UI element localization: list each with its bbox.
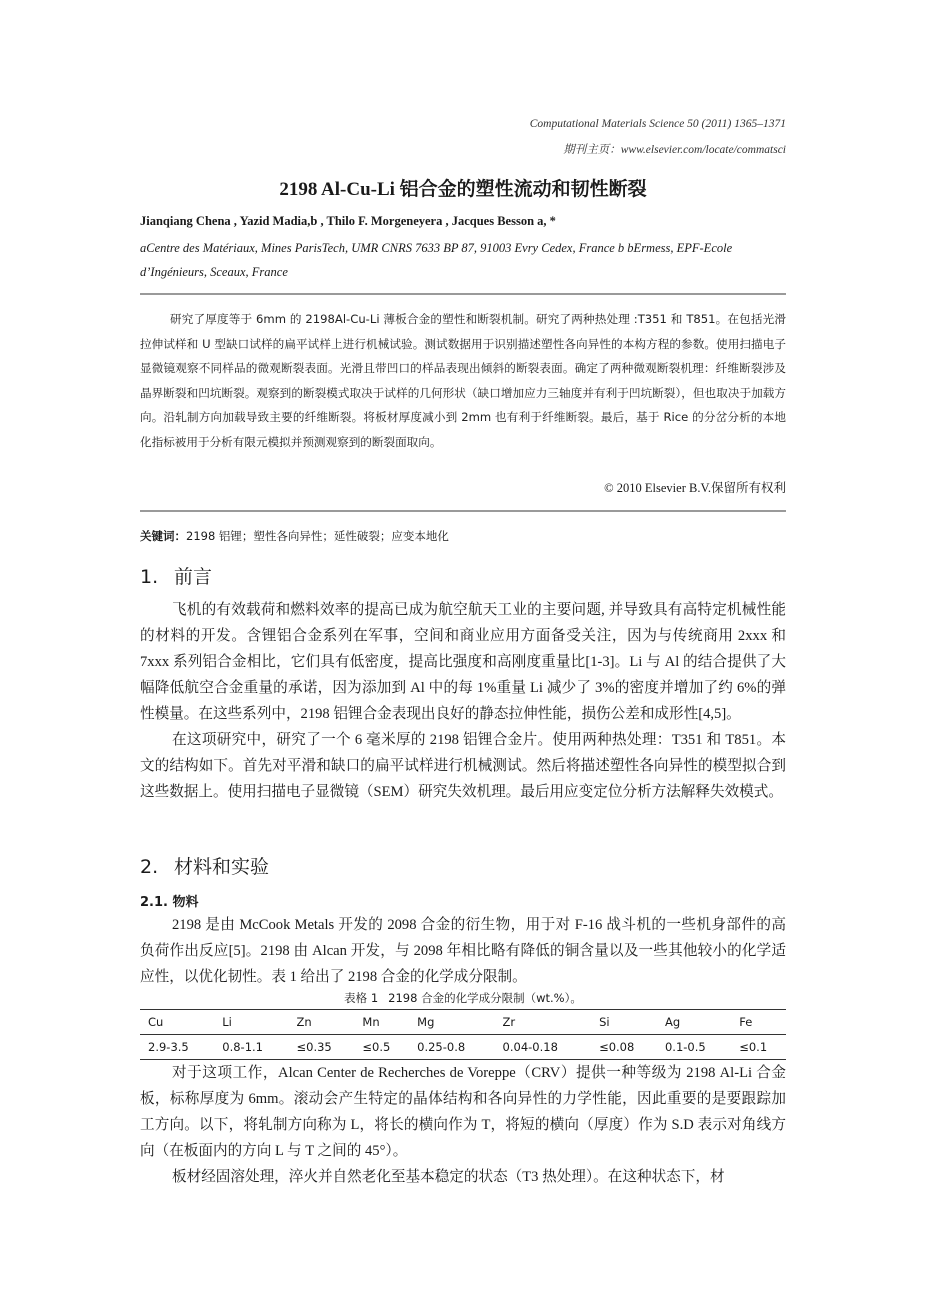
subsection-2-1-body: [140, 912, 786, 990]
table-cell: ≤0.5: [362, 1040, 391, 1054]
table-cell: ≤0.35: [296, 1040, 332, 1054]
section-2-heading: [140, 852, 269, 879]
composition-table: [140, 1009, 786, 1060]
section-2-paragraph: 对于这项工作，Alcan Center de Recherches de Voreppe（CRV）提供一种等级为 2198 Al-Li 合金板，标称厚度为 6mm。滚动会产生特定的晶体结构和各向异性的力学性能，因此重要的是要跟踪加工方向。以下，将轧制方向称为 L，将长的横向作为 T，将短的横向（厚度）作为 S.D 表示对角线方向（在板面内的方向 L 与 T 之间的 45°）。: [140, 1065, 786, 1159]
table-header-row: [140, 1010, 786, 1035]
section-1-number: 1.: [140, 566, 159, 588]
abstract-text: 研究了厚度等于 6mm 的 2198Al-Cu-Li 薄板合金的塑性和断裂机制。研究了两种热处理 :T351 和 T851。在包括光滑拉伸试样和 U 型缺口试样的扁平试样上进行机械试验。测试数据用于识别描述塑性各向异性的本构方程的参数。使用扫描电子显微镜观察不同样品的微观断裂表面。光滑且带凹口的样品表现出倾斜的断裂表面。确定了两种微观断裂机理：纤维断裂涉及晶界断裂和凹坑断裂。观察到的断裂模式取决于试样的几何形状（缺口增加应力三轴度并有利于凹坑断裂），但也取决于加载方向。沿轧制方向加载导致主要的纤维断裂。将板材厚度减小到 2mm 也有利于纤维断裂。最后，基于 Rice 的分岔分析的本地化指标被用于分析有限元模拟并预测观察到的断裂面取向。: [140, 312, 786, 449]
table-header-cell: Li: [222, 1015, 232, 1029]
table-1-number: 表格 1: [344, 991, 379, 1005]
table-1-caption-text: 2198 合金的化学成分限制（wt.%）。: [388, 991, 582, 1005]
table-header-cell: Si: [599, 1015, 610, 1029]
affiliations: aCentre des Matériaux, Mines ParisTech, UMR CNRS 7633 BP 87, 91003 Evry Cedex, France b bErmess, EPF-Ecole d’Ingénieurs, Sceaux, France: [140, 241, 733, 279]
abstract-bottom-rule: [140, 510, 786, 512]
section-1-heading: [140, 562, 212, 589]
table-cell: ≤0.08: [599, 1040, 635, 1054]
table-cell: 0.04-0.18: [502, 1040, 558, 1054]
section-1-body: [140, 597, 786, 805]
keywords-label: 关键词：: [140, 529, 186, 543]
journal-reference: Computational Materials Science 50 (2011) 1365–1371: [529, 118, 786, 130]
table-header-cell: Zn: [296, 1015, 312, 1029]
author-list: Jianqiang Chena , Yazid Madia,b , Thilo F. Morgeneyera , Jacques Besson a, *: [140, 214, 556, 228]
table-row: [140, 1035, 786, 1060]
section-1-title: 前言: [174, 566, 213, 588]
keywords-text: 2198 铝锂；塑性各向异性；延性破裂；应变本地化: [186, 529, 449, 543]
table-cell: ≤0.1: [739, 1040, 768, 1054]
subsection-2-1-heading: 2.1. 物料: [140, 895, 199, 910]
section-2-number: 2.: [140, 856, 159, 878]
section-2-paragraph: 板材经固溶处理，淬火并自然老化至基本稳定的状态（T3 热处理）。在这种状态下，材: [172, 1169, 725, 1185]
copyright-line: © 2010 Elsevier B.V.保留所有权利: [604, 481, 786, 495]
table-header-cell: Mg: [417, 1015, 435, 1029]
table-cell: 0.25-0.8: [417, 1040, 466, 1054]
keywords: [140, 528, 449, 544]
section-2-body-continued: [140, 1060, 786, 1190]
table-cell: 0.1-0.5: [664, 1040, 706, 1054]
abstract-top-rule: [140, 293, 786, 295]
table-header-cell: Cu: [148, 1015, 164, 1029]
table-header-cell: Fe: [739, 1015, 753, 1029]
table-1-caption: [140, 990, 786, 1006]
table-header-cell: Mn: [362, 1015, 380, 1029]
table-cell: 0.8-1.1: [222, 1040, 263, 1054]
subsection-2-1-paragraph: 2198 是由 McCook Metals 开发的 2098 合金的衍生物，用于对 F-16 战斗机的一些机身部件的高负荷作出反应[5]。2198 由 Alcan 开发，与 2098 年相比略有降低的铜含量以及一些其他较小的化学适应性，以优化韧性。表 1 给出了 2198 合金的化学成分限制。: [140, 917, 786, 985]
section-2-title: 材料和实验: [174, 856, 270, 878]
paper-title: 2198 Al-Cu-Li 铝合金的塑性流动和韧性断裂: [279, 179, 647, 200]
table-header-cell: Zr: [502, 1015, 516, 1029]
section-1-paragraph: 飞机的有效载荷和燃料效率的提高已成为航空航天工业的主要问题, 并导致具有高特定机械性能的材料的开发。含锂铝合金系列在军事，空间和商业应用方面备受关注，因为与传统商用 2xxx 和 7xxx 系列铝合金相比，它们具有低密度，提高比强度和高刚度重量比[1-3]。Li 与 Al 的结合提供了大幅降低航空合金重量的承诺，因为添加到 Al 中的每 1%重量 Li 减少了 3%的密度并增加了约 6%的弹性模量。在这些系列中，2198 铝锂合金表现出良好的静态拉伸性能，损伤公差和成形性[4,5]。: [140, 602, 786, 722]
table-header-cell: Ag: [664, 1015, 681, 1029]
table-cell: 2.9-3.5: [148, 1040, 189, 1054]
section-1-paragraph: 在这项研究中，研究了一个 6 毫米厚的 2198 铝锂合金片。使用两种热处理：T351 和 T851。本文的结构如下。首先对平滑和缺口的扁平试样进行机械测试。然后将描述塑性各向异性的模型拟合到这些数据上。使用扫描电子显微镜（SEM）研究失效机理。最后用应变定位分析方法解释失效模式。: [140, 732, 786, 800]
journal-homepage: 期刊主页：www.elsevier.com/locate/commatsci: [563, 144, 786, 156]
